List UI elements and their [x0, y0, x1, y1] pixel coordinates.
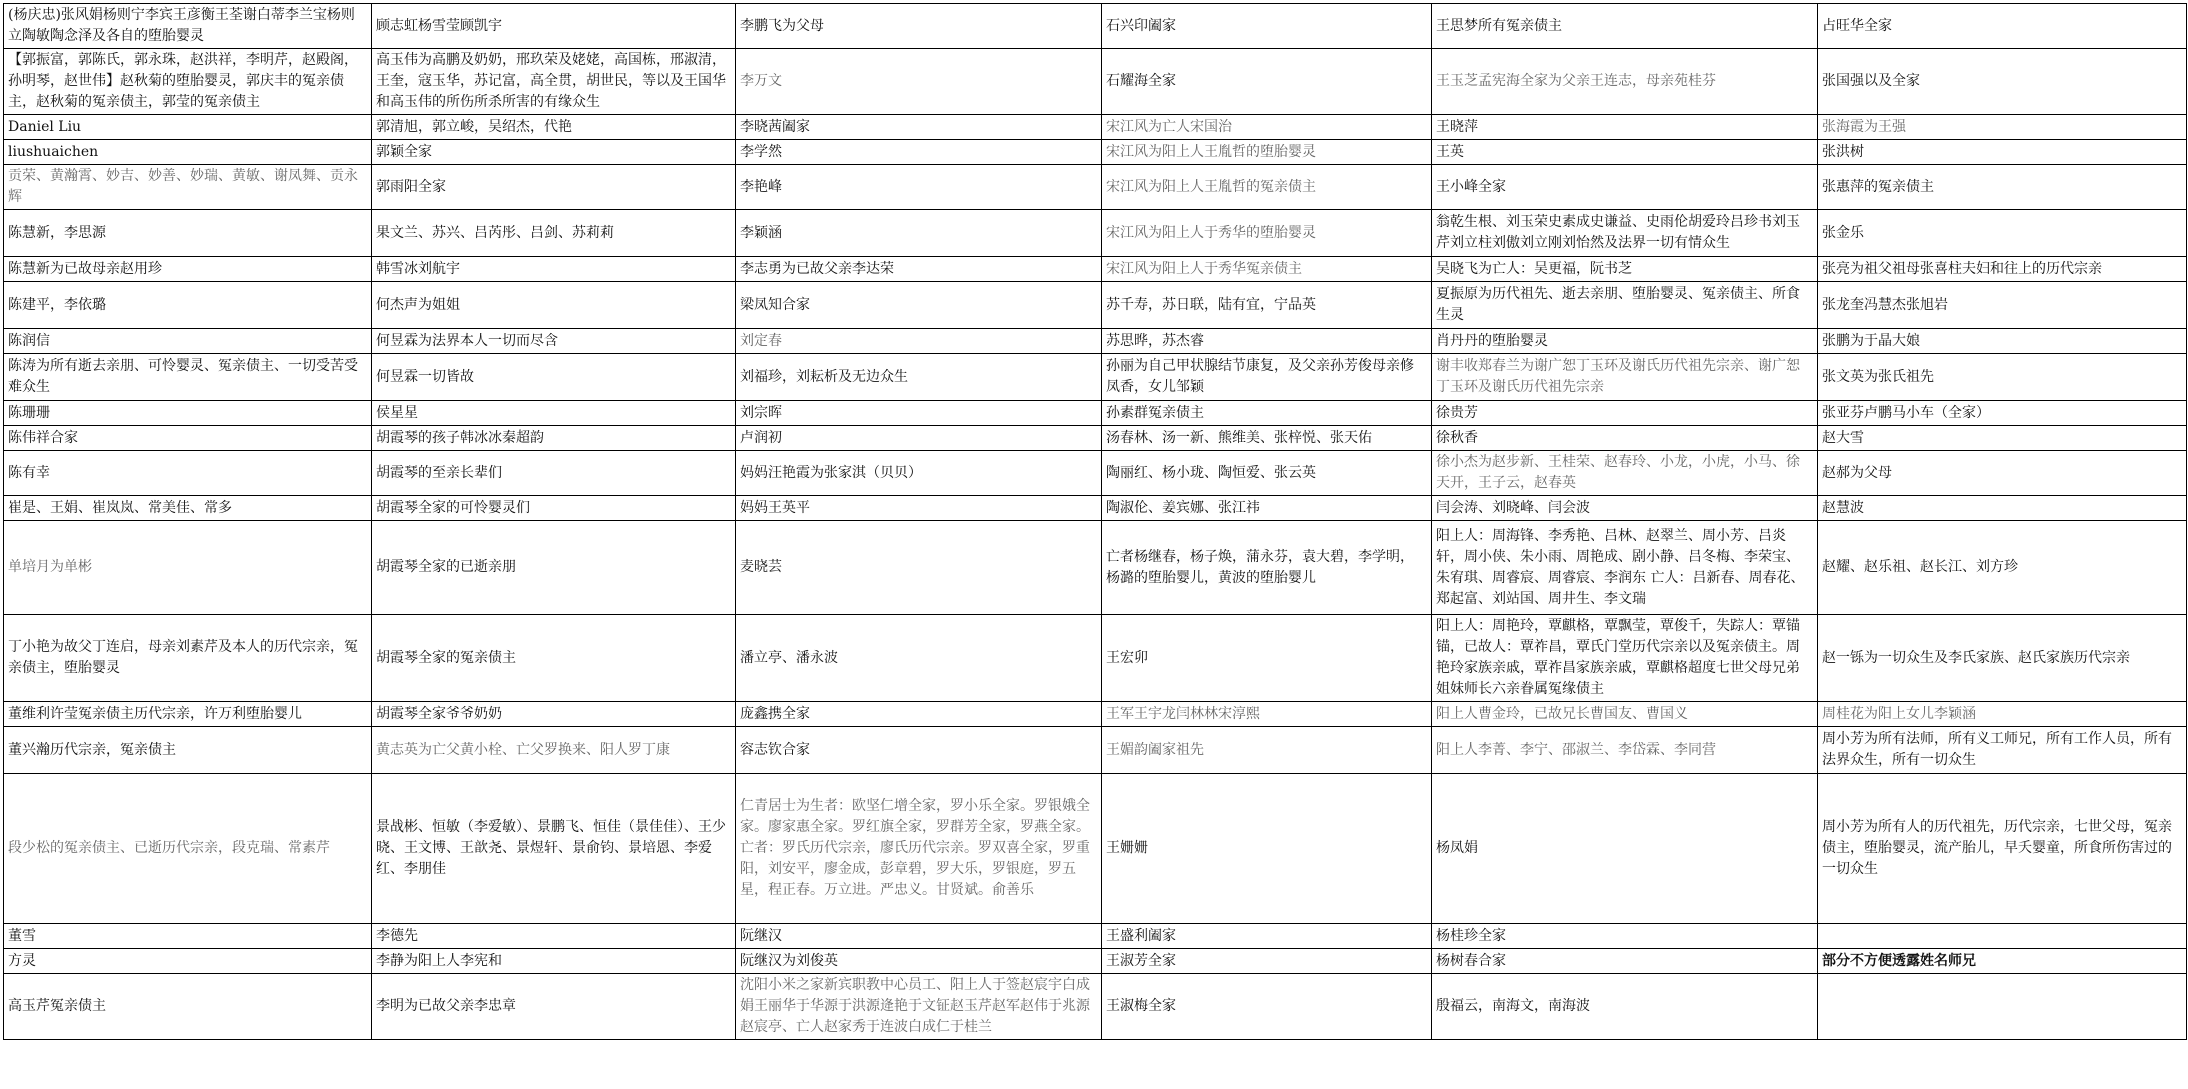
table-cell[interactable]: 郭清旭，郭立峻，吴绍杰，代艳 — [372, 115, 736, 140]
table-cell[interactable]: 董维利许莹冤亲债主历代宗亲，许万利堕胎婴儿 — [4, 702, 372, 727]
table-cell[interactable]: 王姗姗 — [1102, 774, 1432, 924]
table-row — [4, 354, 2187, 401]
table-row — [4, 426, 2187, 451]
table-cell[interactable]: 殷福云，南海文，南海波 — [1432, 974, 1818, 1040]
table-cell[interactable]: 周桂花为阳上女儿李颖涵 — [1818, 702, 2187, 727]
table-cell[interactable]: 果文兰、苏兴、吕芮彤、吕剑、苏莉莉 — [372, 210, 736, 257]
table-cell[interactable]: 阳上人：周海锋、李秀艳、吕林、赵翠兰、周小芳、吕炎轩，周小侠、朱小雨、周艳成、剧小静、吕冬梅、李荣宝、朱宥琪、周睿宸、周睿宸、李润东 亡人：吕新春、周春花、郑起富、刘站国、周井生、李文瑞 — [1432, 521, 1818, 615]
table-cell[interactable]: 单培月为单彬 — [4, 521, 372, 615]
table-cell[interactable]: 亡者杨继春，杨子焕，蒲永芬，袁大碧，李学明，杨潞的堕胎婴儿，黄波的堕胎婴儿 — [1102, 521, 1432, 615]
table-row — [4, 282, 2187, 329]
table-cell[interactable]: 王盛利阖家 — [1102, 924, 1432, 949]
table-cell[interactable]: 赵大雪 — [1818, 426, 2187, 451]
table-cell[interactable]: 李艳峰 — [736, 165, 1102, 210]
table-cell[interactable]: 宋江风为阳上人王胤哲的堕胎婴灵 — [1102, 140, 1432, 165]
table-cell[interactable]: 宋江风为阳上人于秀华冤亲债主 — [1102, 257, 1432, 282]
table-cell[interactable]: 陈涛为所有逝去亲朋、可怜婴灵、冤亲债主、一切受苦受难众生 — [4, 354, 372, 401]
table-cell[interactable]: (杨庆忠)张风娟杨则宁李宾王彦衡王荃谢白蒂李兰宝杨则立陶敏陶念泽及各自的堕胎婴灵 — [4, 4, 372, 49]
table-row — [4, 496, 2187, 521]
table-cell[interactable]: 李志勇为已故父亲李达荣 — [736, 257, 1102, 282]
table-row — [4, 4, 2187, 49]
table-row — [4, 451, 2187, 496]
table-cell[interactable]: 王晓萍 — [1432, 115, 1818, 140]
table-cell[interactable]: 庞鑫携全家 — [736, 702, 1102, 727]
table-cell[interactable]: 占旺华全家 — [1818, 4, 2187, 49]
table-cell[interactable]: 李学然 — [736, 140, 1102, 165]
table-cell[interactable]: 董兴瀚历代宗亲，冤亲债主 — [4, 727, 372, 774]
table-cell[interactable]: 宋江风为亡人宋国治 — [1102, 115, 1432, 140]
table-cell[interactable]: 王玉芝孟宪海全家为父亲王连志，母亲苑桂芬 — [1432, 49, 1818, 115]
table-cell[interactable]: 胡霞琴的孩子韩冰冰秦超韵 — [372, 426, 736, 451]
table-cell[interactable]: 张亮为祖父祖母张喜柱夫妇和往上的历代宗亲 — [1818, 257, 2187, 282]
table-cell[interactable]: 陶丽红、杨小珑、陶恒爱、张云英 — [1102, 451, 1432, 496]
table-cell[interactable]: 王媚韵阖家祖先 — [1102, 727, 1432, 774]
table-cell[interactable]: 方灵 — [4, 949, 372, 974]
table-cell[interactable]: 阳上人：周艳玲，覃麒格，覃飘莹，覃俊千，失踪人：覃锚锚，已故人：覃祚昌，覃氏门堂历代宗亲以及冤亲债主。周艳玲家族亲戚，覃祚昌家族亲戚，覃麒格超度七世父母兄弟姐妹师长六亲眷属冤缘债主 — [1432, 615, 1818, 702]
table-cell[interactable]: 刘福珍，刘耘析及无边众生 — [736, 354, 1102, 401]
table-cell[interactable]: 顾志虹杨雪莹顾凯宇 — [372, 4, 736, 49]
table-cell[interactable]: 胡霞琴全家的可怜婴灵们 — [372, 496, 736, 521]
table-cell[interactable]: 陈润信 — [4, 329, 372, 354]
table-cell[interactable]: 张洪树 — [1818, 140, 2187, 165]
table-cell[interactable]: 潘立亭、潘永波 — [736, 615, 1102, 702]
table-cell[interactable]: 张惠萍的冤亲债主 — [1818, 165, 2187, 210]
table-cell[interactable]: 汤春林、汤一新、熊维美、张梓悦、张天佑 — [1102, 426, 1432, 451]
table-cell[interactable]: 赵慧波 — [1818, 496, 2187, 521]
table-cell[interactable]: 何昱霖为法界本人一切而尽含 — [372, 329, 736, 354]
table-cell[interactable]: 翁乾生根、刘玉荣史素成史谦益、史雨伦胡爱玲吕珍书刘玉芹刘立柱刘傲刘立刚刘怡然及法界一切有情众生 — [1432, 210, 1818, 257]
table-row — [4, 774, 2187, 924]
table-cell[interactable]: 陈慧新为已故母亲赵用珍 — [4, 257, 372, 282]
table-cell[interactable]: 卢润初 — [736, 426, 1102, 451]
table-cell[interactable]: 周小芳为所有人的历代祖先，历代宗亲，七世父母，冤亲债主，堕胎婴灵，流产胎儿，早夭婴童，所食所伤害过的一切众生 — [1818, 774, 2187, 924]
table-cell[interactable]: 肖丹丹的堕胎婴灵 — [1432, 329, 1818, 354]
table-cell[interactable]: 谢丰收郑春兰为谢广恕丁玉环及谢氏历代祖先宗亲、谢广恕丁玉环及谢氏历代祖先宗亲 — [1432, 354, 1818, 401]
table-cell[interactable]: 张亚芬卢鹏马小车（全家） — [1818, 401, 2187, 426]
table-cell[interactable]: 宋江风为阳上人于秀华的堕胎婴灵 — [1102, 210, 1432, 257]
table-row — [4, 49, 2187, 115]
table-cell[interactable]: 贡荣、黄瀚霄、妙吉、妙善、妙瑞、黄敏、谢凤舞、贡永辉 — [4, 165, 372, 210]
table-cell[interactable]: 李鹏飞为父母 — [736, 4, 1102, 49]
table-cell[interactable]: 陈伟祥合家 — [4, 426, 372, 451]
table-cell[interactable]: 麦晓芸 — [736, 521, 1102, 615]
table-cell[interactable]: 陈有幸 — [4, 451, 372, 496]
table-row — [4, 115, 2187, 140]
table-cell[interactable]: 孙素群冤亲债主 — [1102, 401, 1432, 426]
table-cell[interactable]: 杨树春合家 — [1432, 949, 1818, 974]
table-cell[interactable]: 王军王宇龙闫林林宋淳熙 — [1102, 702, 1432, 727]
table-row — [4, 210, 2187, 257]
table-cell[interactable]: 张国强以及全家 — [1818, 49, 2187, 115]
table-cell[interactable]: 容志钦合家 — [736, 727, 1102, 774]
table-cell[interactable]: 阮继汉 — [736, 924, 1102, 949]
table-cell[interactable]: 胡霞琴全家爷爷奶奶 — [372, 702, 736, 727]
table-cell[interactable]: 徐贵芳 — [1432, 401, 1818, 426]
table-cell[interactable]: 张文英为张氏祖先 — [1818, 354, 2187, 401]
table-cell[interactable]: 周小芳为所有法师，所有义工师兄，所有工作人员，所有法界众生，所有一切众生 — [1818, 727, 2187, 774]
table-row — [4, 521, 2187, 615]
table-cell[interactable]: 郭雨阳全家 — [372, 165, 736, 210]
table-row — [4, 140, 2187, 165]
table-cell[interactable]: 石兴印阖家 — [1102, 4, 1432, 49]
table-cell[interactable]: 李德先 — [372, 924, 736, 949]
table-row — [4, 949, 2187, 974]
table-cell[interactable]: 妈妈汪艳霞为张家淇（贝贝） — [736, 451, 1102, 496]
table-row — [4, 165, 2187, 210]
table-cell[interactable]: 部分不方便透露姓名师兄 — [1818, 949, 2187, 974]
table-cell[interactable]: 李明为已故父亲李忠章 — [372, 974, 736, 1040]
table-cell[interactable]: 夏振原为历代祖先、逝去亲朋、堕胎婴灵、冤亲债主、所食生灵 — [1432, 282, 1818, 329]
table-cell[interactable]: 王淑梅全家 — [1102, 974, 1432, 1040]
table-cell[interactable]: 王小峰全家 — [1432, 165, 1818, 210]
table-row — [4, 702, 2187, 727]
table-cell[interactable]: 苏千寿，苏日联，陆有宜，宁品英 — [1102, 282, 1432, 329]
table-cell[interactable]: 李晓茜阖家 — [736, 115, 1102, 140]
table-cell[interactable]: 段少松的冤亲债主、已逝历代宗亲，段克瑞、常素芹 — [4, 774, 372, 924]
table-cell[interactable]: 徐秋香 — [1432, 426, 1818, 451]
table-cell[interactable]: 张鹏为于晶大娘 — [1818, 329, 2187, 354]
table-cell[interactable]: 刘宗晖 — [736, 401, 1102, 426]
table-row — [4, 329, 2187, 354]
table-cell[interactable]: 何杰声为姐姐 — [372, 282, 736, 329]
table-cell[interactable]: 陈慧新，李思源 — [4, 210, 372, 257]
table-cell[interactable]: 陈珊珊 — [4, 401, 372, 426]
table-cell[interactable]: 宋江风为阳上人王胤哲的冤亲债主 — [1102, 165, 1432, 210]
table-cell[interactable]: 王宏卯 — [1102, 615, 1432, 702]
table-cell[interactable]: 郭颖全家 — [372, 140, 736, 165]
table-cell[interactable]: 孙丽为自己甲状腺结节康复，及父亲孙芳俊母亲修凤香，女儿邹颖 — [1102, 354, 1432, 401]
table-cell[interactable]: 苏思晔，苏杰睿 — [1102, 329, 1432, 354]
table-cell[interactable]: 侯星星 — [372, 401, 736, 426]
table-cell[interactable]: 王淑芳全家 — [1102, 949, 1432, 974]
table-cell[interactable]: 张金乐 — [1818, 210, 2187, 257]
table-cell[interactable]: 王英 — [1432, 140, 1818, 165]
table-cell[interactable]: 李静为阳上人李宪和 — [372, 949, 736, 974]
table-cell[interactable]: 杨凤娟 — [1432, 774, 1818, 924]
table-body — [4, 4, 2187, 1040]
table-cell[interactable]: 高玉伟为高鹏及奶奶，邢玖荣及姥姥，高国栋，邢淑清，王奎，寇玉华，苏记富，高全贯，胡世民，等以及王国华和高玉伟的所伤所杀所害的有缘众生 — [372, 49, 736, 115]
table-cell[interactable]: 景战彬、恒敏（李爱敏）、景鹏飞、恒佳（景佳佳）、王少晓、王文博、王歆尧、景煜轩、景俞钧、景培恩、李爱红、李朋佳 — [372, 774, 736, 924]
table-cell[interactable]: 王思梦所有冤亲债主 — [1432, 4, 1818, 49]
table-cell[interactable]: 胡霞琴全家的已逝亲朋 — [372, 521, 736, 615]
table-row — [4, 727, 2187, 774]
table-cell[interactable]: 赵一铄为一切众生及李氏家族、赵氏家族历代宗亲 — [1818, 615, 2187, 702]
table-cell[interactable]: 阳上人曹金玲，已故兄长曹国友、曹国义 — [1432, 702, 1818, 727]
table-row — [4, 401, 2187, 426]
table-cell[interactable]: 仁青居士为生者：欧坚仁增全家，罗小乐全家。罗银娥全家。廖家惠全家。罗红旗全家，罗群芳全家，罗燕全家。亡者：罗氏历代宗亲，廖氏历代宗亲。罗双喜全家，罗重阳，刘安平，廖金成，彭章碧，罗大乐，罗银庭，罗五星，程正春。万立进。严忠义。甘贤斌。俞善乐 — [736, 774, 1102, 924]
table-cell[interactable]: 【郭振富，郭陈氏，郭永珠，赵洪祥，李明芹，赵殿阁，孙明琴，赵世伟】赵秋菊的堕胎婴灵，郭庆丰的冤亲债主，赵秋菊的冤亲债主，郭莹的冤亲债主 — [4, 49, 372, 115]
table-cell[interactable]: 李颖涵 — [736, 210, 1102, 257]
table-cell[interactable] — [1818, 974, 2187, 1040]
table-cell[interactable]: 沈阳小米之家新宾职教中心员工、阳上人于签赵宸宇白成娟王丽华于华源于洪源逄艳于文钲赵玉芹赵军赵伟于兆源赵宸亭、亡人赵家秀于连波白成仁于桂兰 — [736, 974, 1102, 1040]
table-cell[interactable]: 张龙奎冯慧杰张旭岩 — [1818, 282, 2187, 329]
table-cell[interactable]: 妈妈王英平 — [736, 496, 1102, 521]
table-cell[interactable]: 崔是、王娟、崔岚岚、常美佳、常多 — [4, 496, 372, 521]
table-cell[interactable]: 董雪 — [4, 924, 372, 949]
table-row — [4, 974, 2187, 1040]
table-cell[interactable]: liushuaichen — [4, 140, 372, 165]
table-cell[interactable]: 赵郝为父母 — [1818, 451, 2187, 496]
table-cell[interactable]: 赵耀、赵乐祖、赵长江、刘方珍 — [1818, 521, 2187, 615]
table-cell[interactable]: 阳上人李菁、李宁、邵淑兰、李岱霖、李同营 — [1432, 727, 1818, 774]
table-row — [4, 924, 2187, 949]
table-row — [4, 257, 2187, 282]
table-cell[interactable]: 韩雪冰刘航宇 — [372, 257, 736, 282]
table-cell[interactable]: 陈建平，李依璐 — [4, 282, 372, 329]
table-cell[interactable]: 刘定春 — [736, 329, 1102, 354]
table-row — [4, 615, 2187, 702]
table-cell[interactable]: 杨桂珍全家 — [1432, 924, 1818, 949]
table-cell[interactable]: 阮继汉为刘俊英 — [736, 949, 1102, 974]
table-cell[interactable]: 徐小杰为赵步新、王桂荣、赵春玲、小龙，小虎，小马、徐天开，王子云，赵春英 — [1432, 451, 1818, 496]
table-cell[interactable]: 吴晓飞为亡人：吴更福，阮书芝 — [1432, 257, 1818, 282]
table-cell[interactable]: 李万文 — [736, 49, 1102, 115]
table-cell[interactable]: 梁凤知合家 — [736, 282, 1102, 329]
table-cell[interactable]: Daniel Liu — [4, 115, 372, 140]
table-cell[interactable]: 胡霞琴的至亲长辈们 — [372, 451, 736, 496]
table-cell[interactable]: 胡霞琴全家的冤亲债主 — [372, 615, 736, 702]
table-cell[interactable]: 闫会涛、刘晓峰、闫会波 — [1432, 496, 1818, 521]
table-cell[interactable]: 丁小艳为故父丁连启，母亲刘素芹及本人的历代宗亲，冤亲债主，堕胎婴灵 — [4, 615, 372, 702]
dedication-table — [3, 3, 2187, 1040]
table-cell[interactable]: 张海霞为王强 — [1818, 115, 2187, 140]
table-cell[interactable]: 石耀海全家 — [1102, 49, 1432, 115]
table-cell[interactable]: 高玉芹冤亲债主 — [4, 974, 372, 1040]
table-cell[interactable] — [1818, 924, 2187, 949]
table-cell[interactable]: 黄志英为亡父黄小栓、亡父罗换来、阳人罗丁康 — [372, 727, 736, 774]
table-cell[interactable]: 何昱霖一切皆故 — [372, 354, 736, 401]
table-cell[interactable]: 陶淑伦、姜宾娜、张江祎 — [1102, 496, 1432, 521]
